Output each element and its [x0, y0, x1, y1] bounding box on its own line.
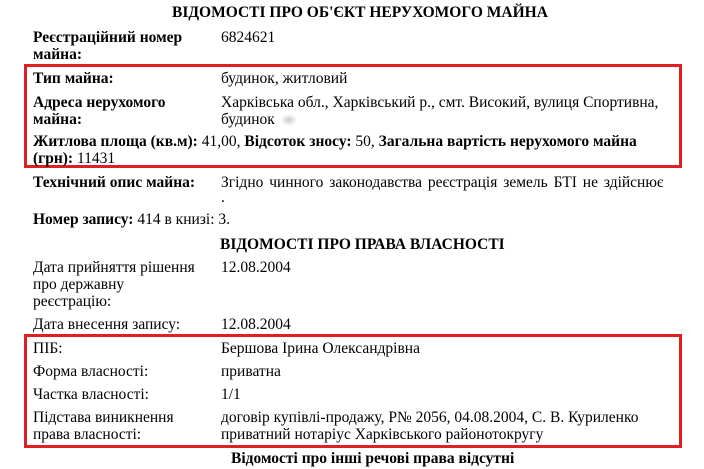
- total-cost-label: Загальна вартість нерухомого майна: [378, 133, 637, 150]
- address-label-line2: майна:: [33, 111, 82, 128]
- decision-date-label-line2: про державну: [33, 276, 125, 293]
- ownership-basis-label-line1: Підстава виникнення: [33, 409, 174, 426]
- address-value-line2: будинок: [221, 111, 275, 128]
- redacted-house-number: [281, 114, 297, 126]
- tech-description-value: Згідно чинного законодавства реєстрація земель БТІ не здійснює: [221, 174, 664, 191]
- reg-number-value: 6824621: [221, 29, 276, 46]
- reg-number-label-line1: Реєстраційний номер: [33, 29, 183, 46]
- living-area-value: 41,00,: [201, 133, 241, 150]
- other-rights-note: Відомості про інші речові права відсутні: [231, 450, 515, 467]
- ownership-share-value: 1/1: [221, 386, 241, 403]
- wear-percent-value: 50,: [355, 133, 375, 150]
- ownership-basis-label-line2: права власності:: [33, 426, 142, 443]
- tech-description-dot: .: [221, 189, 225, 206]
- ownership-form-label: Форма власності:: [33, 363, 149, 380]
- decision-date-label-line3: реєстрацію:: [33, 293, 112, 310]
- total-cost-value: 11431: [76, 150, 116, 167]
- address-value-line1: Харківська обл., Харківський р., смт. Високий, вулиця Спортивна,: [221, 94, 659, 111]
- owner-name-label: ПІБ:: [33, 340, 63, 357]
- decision-date-value: 12.08.2004: [221, 259, 291, 276]
- property-type-label: Тип майна:: [33, 70, 114, 87]
- wear-percent-label: Відсоток зносу:: [244, 133, 352, 150]
- ownership-basis-value-line2: приватний нотаріус Харківського районотокругу: [221, 426, 544, 443]
- ownership-form-value: приватна: [221, 363, 281, 380]
- record-number-value: 414 в книзі: 3.: [137, 211, 231, 228]
- owner-name-value: Бершова Ірина Олександрівна: [221, 340, 420, 357]
- ownership-basis-value-line1: договір купівлі-продажу, Р№ 2056, 04.08.2004, С. В. Куриленко: [221, 409, 639, 426]
- total-cost-label-unit: (грн):: [33, 150, 74, 167]
- highlight-box-property: [24, 64, 682, 168]
- record-number-label: Номер запису:: [33, 211, 134, 228]
- address-label-line1: Адреса нерухомого: [33, 94, 166, 111]
- living-area-label: Житлова площа (кв.м):: [33, 133, 198, 150]
- property-type-value: будинок, житловий: [221, 70, 348, 87]
- section-title-ownership: ВІДОМОСТІ ПРО ПРАВА ВЛАСНОСТІ: [220, 236, 505, 253]
- entry-date-value: 12.08.2004: [221, 316, 291, 333]
- reg-number-label-line2: майна:: [33, 46, 82, 63]
- entry-date-label: Дата внесення запису:: [33, 316, 181, 333]
- decision-date-label-line1: Дата прийняття рішення: [33, 259, 195, 276]
- section-title-property: ВІДОМОСТІ ПРО ОБ'ЄКТ НЕРУХОМОГО МАЙНА: [172, 4, 548, 21]
- ownership-share-label: Частка власності:: [33, 386, 149, 403]
- tech-description-label: Технічний опис майна:: [33, 174, 196, 191]
